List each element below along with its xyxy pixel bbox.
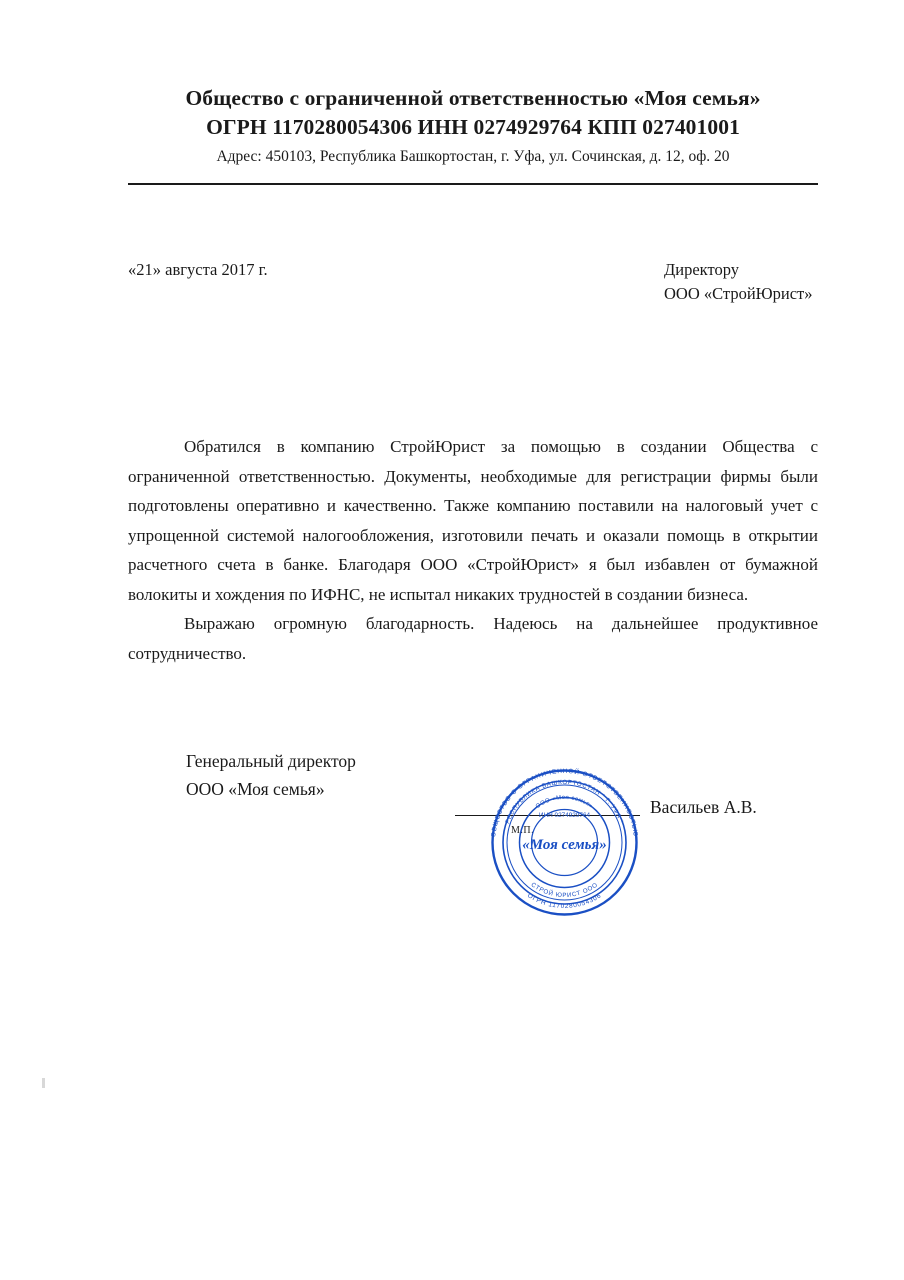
- company-registration-numbers: ОГРН 1170280054306 ИНН 0274929764 КПП 027401001: [206, 115, 740, 139]
- addressee-company: ООО «СтройЮрист»: [664, 284, 813, 303]
- company-address: Адрес: 450103, Республика Башкортостан, г. Уфа, ул. Сочинская, д. 12, оф. 20: [216, 148, 730, 165]
- letter-body: [128, 432, 818, 668]
- document-date: «21» августа 2017 г.: [128, 260, 268, 279]
- page-edge-mark: [42, 1078, 45, 1088]
- body-paragraph-1: Обратился в компанию СтройЮрист за помощью в создании Общества с ограниченной ответственностью. Документы, необходимые для регистрации фирмы были подготовлены оперативно и качественно. Также компанию поставили на налоговый учет с упрощенной системой налогообложения, изготовили печать и оказали помощь в открытии расчетного счета в банке. Благодаря ООО «СтройЮрист» я был избавлен от бумажной волокиты и хождения по ИФНС, не испытал никаких трудностей в создании бизнеса.: [128, 437, 818, 604]
- body-paragraph-2: Выражаю огромную благодарность. Надеюсь на дальнейшее продуктивное сотрудничество.: [128, 614, 818, 663]
- stamp-outer-bottom-text: ОГРН 1170280054306: [526, 892, 603, 911]
- company-name: Общество с ограниченной ответственностью «Моя семья»: [185, 86, 761, 110]
- signatory-position: Генеральный директор: [186, 751, 356, 771]
- addressee-position: Директору: [664, 260, 739, 279]
- svg-text:СТРОЙ ЮРИСТ ООО: [530, 881, 600, 899]
- svg-text:ООО «Моя семья»: [535, 795, 594, 810]
- stamp-ring-top-text: РЕСПУБЛИКА БАШКОРТОСТАН * Г. УФА *: [504, 778, 625, 825]
- stamp-ring-bottom-text: СТРОЙ ЮРИСТ ООО: [529, 881, 600, 900]
- signatory-name: Васильев А.В.: [650, 797, 757, 817]
- signature-block: [186, 747, 356, 803]
- stamp-inn-text: ИНН 0274929764: [538, 812, 591, 819]
- stamp-center-text: «Моя семья»: [522, 837, 607, 853]
- stamp-outer-top-text: ОБЩЕСТВО С ОГРАНИЧЕННОЙ ОТВЕТСТВЕННОСТЬЮ: [490, 767, 639, 838]
- mp-label: М.П.: [511, 825, 535, 836]
- letterhead: [128, 84, 818, 168]
- addressee-block: [664, 258, 812, 306]
- letterhead-divider: [128, 183, 818, 185]
- signatory-company: ООО «Моя семья»: [186, 779, 325, 799]
- svg-text:ОБЩЕСТВО С ОГРАНИЧЕННОЙ ОТВЕТС: [490, 767, 639, 838]
- stamp-inner-top-text: ООО «Моя семья»: [534, 794, 595, 811]
- company-stamp: [477, 755, 652, 930]
